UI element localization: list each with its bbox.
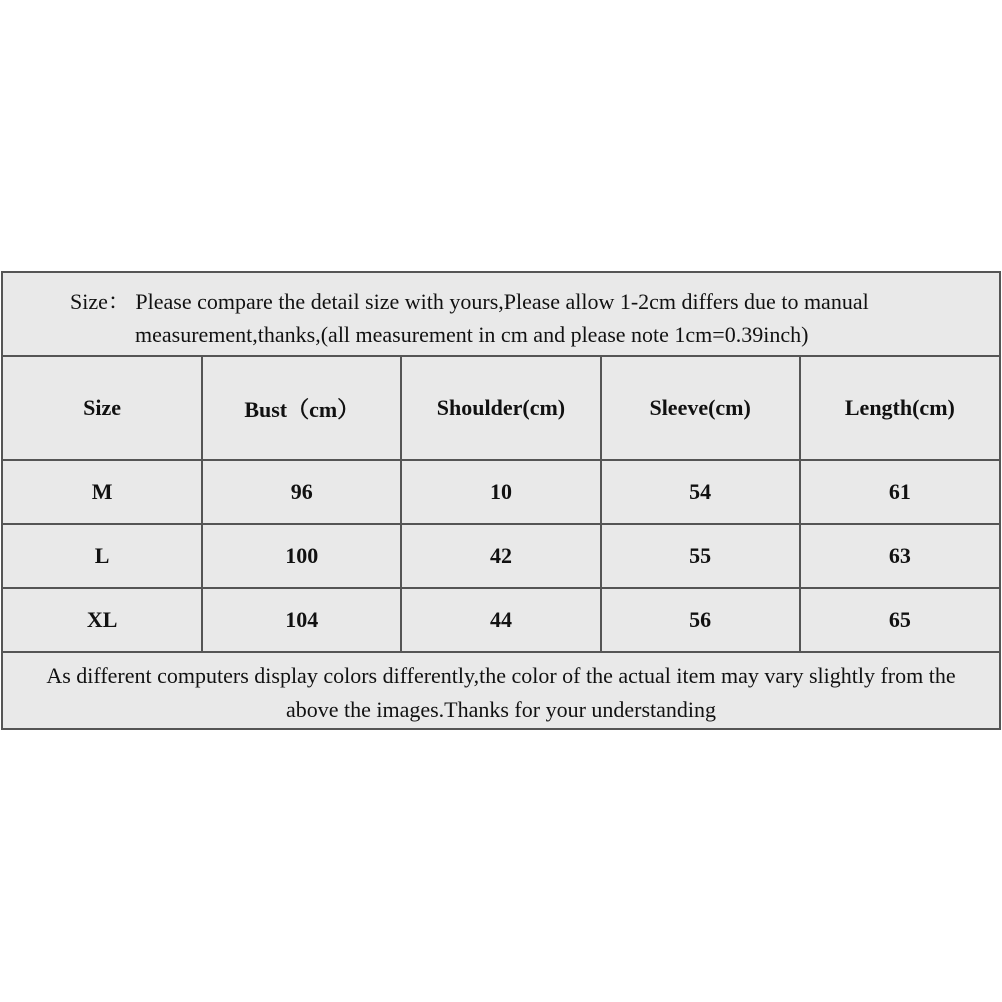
table-header-row <box>3 357 999 460</box>
cell-sleeve: 54 <box>601 460 800 524</box>
size-chart <box>1 271 1001 730</box>
cell-size: XL <box>3 588 202 652</box>
cell-shoulder: 42 <box>401 524 600 588</box>
cell-length: 61 <box>800 460 999 524</box>
cell-bust: 100 <box>202 524 401 588</box>
cell-size: M <box>3 460 202 524</box>
size-table <box>3 357 999 653</box>
cell-size: L <box>3 524 202 588</box>
intro-line-1: Size： Please compare the detail size with yours,Please allow 1-2cm differs due to manual <box>70 289 869 314</box>
cell-bust: 104 <box>202 588 401 652</box>
cell-bust: 96 <box>202 460 401 524</box>
disclaimer-line-1: As different computers display colors differently,the color of the actual item may vary slightly from the <box>46 663 956 688</box>
cell-length: 65 <box>800 588 999 652</box>
cell-shoulder: 10 <box>401 460 600 524</box>
table-row <box>3 460 999 524</box>
cell-shoulder: 44 <box>401 588 600 652</box>
color-disclaimer <box>3 655 999 728</box>
header-sleeve: Sleeve(cm) <box>601 357 800 460</box>
size-intro-note <box>3 273 999 357</box>
cell-length: 63 <box>800 524 999 588</box>
table-row <box>3 524 999 588</box>
cell-sleeve: 56 <box>601 588 800 652</box>
header-shoulder: Shoulder(cm) <box>401 357 600 460</box>
header-size: Size <box>3 357 202 460</box>
header-bust: Bust（cm） <box>202 357 401 460</box>
disclaimer-line-2: above the images.Thanks for your understanding <box>285 697 717 722</box>
header-length: Length(cm) <box>800 357 999 460</box>
intro-line-2: measurement,thanks,(all measurement in cm and please note 1cm=0.39inch) <box>135 322 809 347</box>
cell-sleeve: 55 <box>601 524 800 588</box>
table-row <box>3 588 999 652</box>
